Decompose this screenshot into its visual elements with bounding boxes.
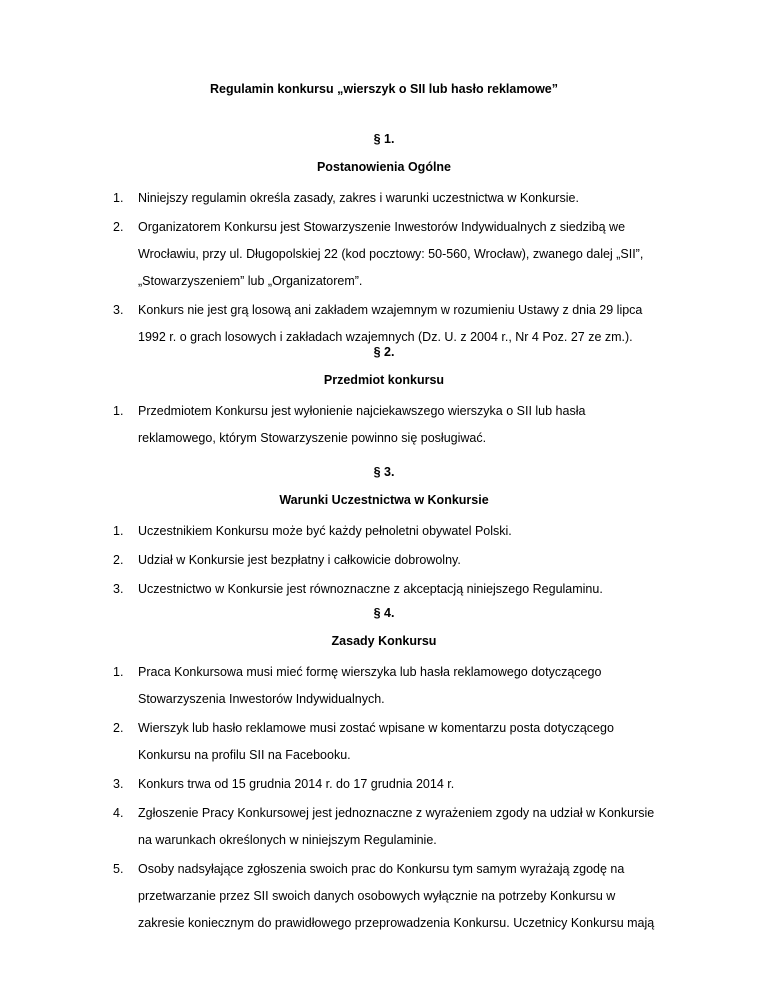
list-item xyxy=(0,185,768,212)
section-title: Warunki Uczestnictwa w Konkursie xyxy=(279,493,489,507)
section-4 xyxy=(0,605,768,939)
item-number: 2. xyxy=(113,721,124,735)
item-text: Praca Konkursowa musi mieć formę wierszyka lub hasła reklamowego dotyczącego Stowarzyszenia Inwestorów Indywidualnych. xyxy=(138,665,602,706)
list-item xyxy=(0,856,768,937)
section-1 xyxy=(0,131,768,353)
item-number: 1. xyxy=(113,404,124,418)
section-3 xyxy=(0,464,768,605)
list-item xyxy=(0,547,768,574)
item-text: Uczestnikiem Konkursu może być każdy pełnoletni obywatel Polski. xyxy=(138,524,512,538)
list-item xyxy=(0,518,768,545)
list-item xyxy=(0,771,768,798)
section-title: Zasady Konkursu xyxy=(331,634,437,648)
section-items xyxy=(0,518,768,603)
item-number: 3. xyxy=(113,582,124,596)
list-item xyxy=(0,715,768,769)
list-item xyxy=(0,214,768,295)
section-title: Przedmiot konkursu xyxy=(323,373,445,387)
list-item xyxy=(0,398,768,452)
item-number: 2. xyxy=(113,220,124,234)
item-number: 5. xyxy=(113,862,124,876)
section-number: § 3. xyxy=(373,465,395,479)
item-number: 1. xyxy=(113,665,124,679)
section-title: Postanowienia Ogólne xyxy=(316,160,452,174)
item-text: Udział w Konkursie jest bezpłatny i całkowicie dobrowolny. xyxy=(138,553,461,567)
list-item xyxy=(0,576,768,603)
item-text: Wierszyk lub hasło reklamowe musi zostać wpisane w komentarzu posta dotyczącego Konkursu na profilu SII na Facebooku. xyxy=(138,721,614,762)
item-number: 2. xyxy=(113,553,124,567)
item-number: 3. xyxy=(113,303,124,317)
item-text: Przedmiotem Konkursu jest wyłonienie najciekawszego wierszyka o SII lub hasła reklamowego, którym Stowarzyszenie powinno się posługiwać. xyxy=(138,404,586,445)
section-number: § 4. xyxy=(373,606,395,620)
list-item xyxy=(0,659,768,713)
item-number: 4. xyxy=(113,806,124,820)
item-number: 3. xyxy=(113,777,124,791)
item-text: Konkurs trwa od 15 grudnia 2014 r. do 17 grudnia 2014 r. xyxy=(138,777,455,791)
item-text: Zgłoszenie Pracy Konkursowej jest jednoznaczne z wyrażeniem zgody na udział w Konkursie na warunkach określonych w niniejszym Regulaminie. xyxy=(138,806,655,847)
section-number: § 2. xyxy=(373,345,395,359)
list-item xyxy=(0,297,768,351)
item-text: Uczestnictwo w Konkursie jest równoznaczne z akceptacją niniejszego Regulaminu. xyxy=(138,582,603,596)
item-text: Organizatorem Konkursu jest Stowarzyszenie Inwestorów Indywidualnych z siedzibą we Wrocławiu, przy ul. Długopolskiej 22 (kod pocztowy: 50-560, Wrocław), zwanego dalej „SII”, „Stowarzyszeniem” lub „Organizatorem”. xyxy=(138,220,644,288)
item-number: 1. xyxy=(113,191,124,205)
item-text: Osoby nadsyłające zgłoszenia swoich prac do Konkursu tym samym wyrażają zgodę na przetwarzanie przez SII swoich danych osobowych wyłącznie na potrzeby Konkursu w zakresie koniecznym do prawidłowego przeprowadzenia Konkursu. Uczetnicy Konkursu mają xyxy=(138,862,655,930)
section-items xyxy=(0,659,768,937)
section-2 xyxy=(0,344,768,454)
section-items xyxy=(0,398,768,452)
item-text: Konkurs nie jest grą losową ani zakładem wzajemnym w rozumieniu Ustawy z dnia 29 lipca 1992 r. o grach losowych i zakładach wzajemnych (Dz. U. z 2004 r., Nr 4 Poz. 27 ze zm.). xyxy=(138,303,643,344)
item-text: Niniejszy regulamin określa zasady, zakres i warunki uczestnictwa w Konkursie. xyxy=(138,191,579,205)
document-title: Regulamin konkursu „wierszyk o SII lub hasło reklamowe” xyxy=(209,82,559,96)
item-number: 1. xyxy=(113,524,124,538)
section-items xyxy=(0,185,768,351)
section-number: § 1. xyxy=(373,132,395,146)
list-item xyxy=(0,800,768,854)
